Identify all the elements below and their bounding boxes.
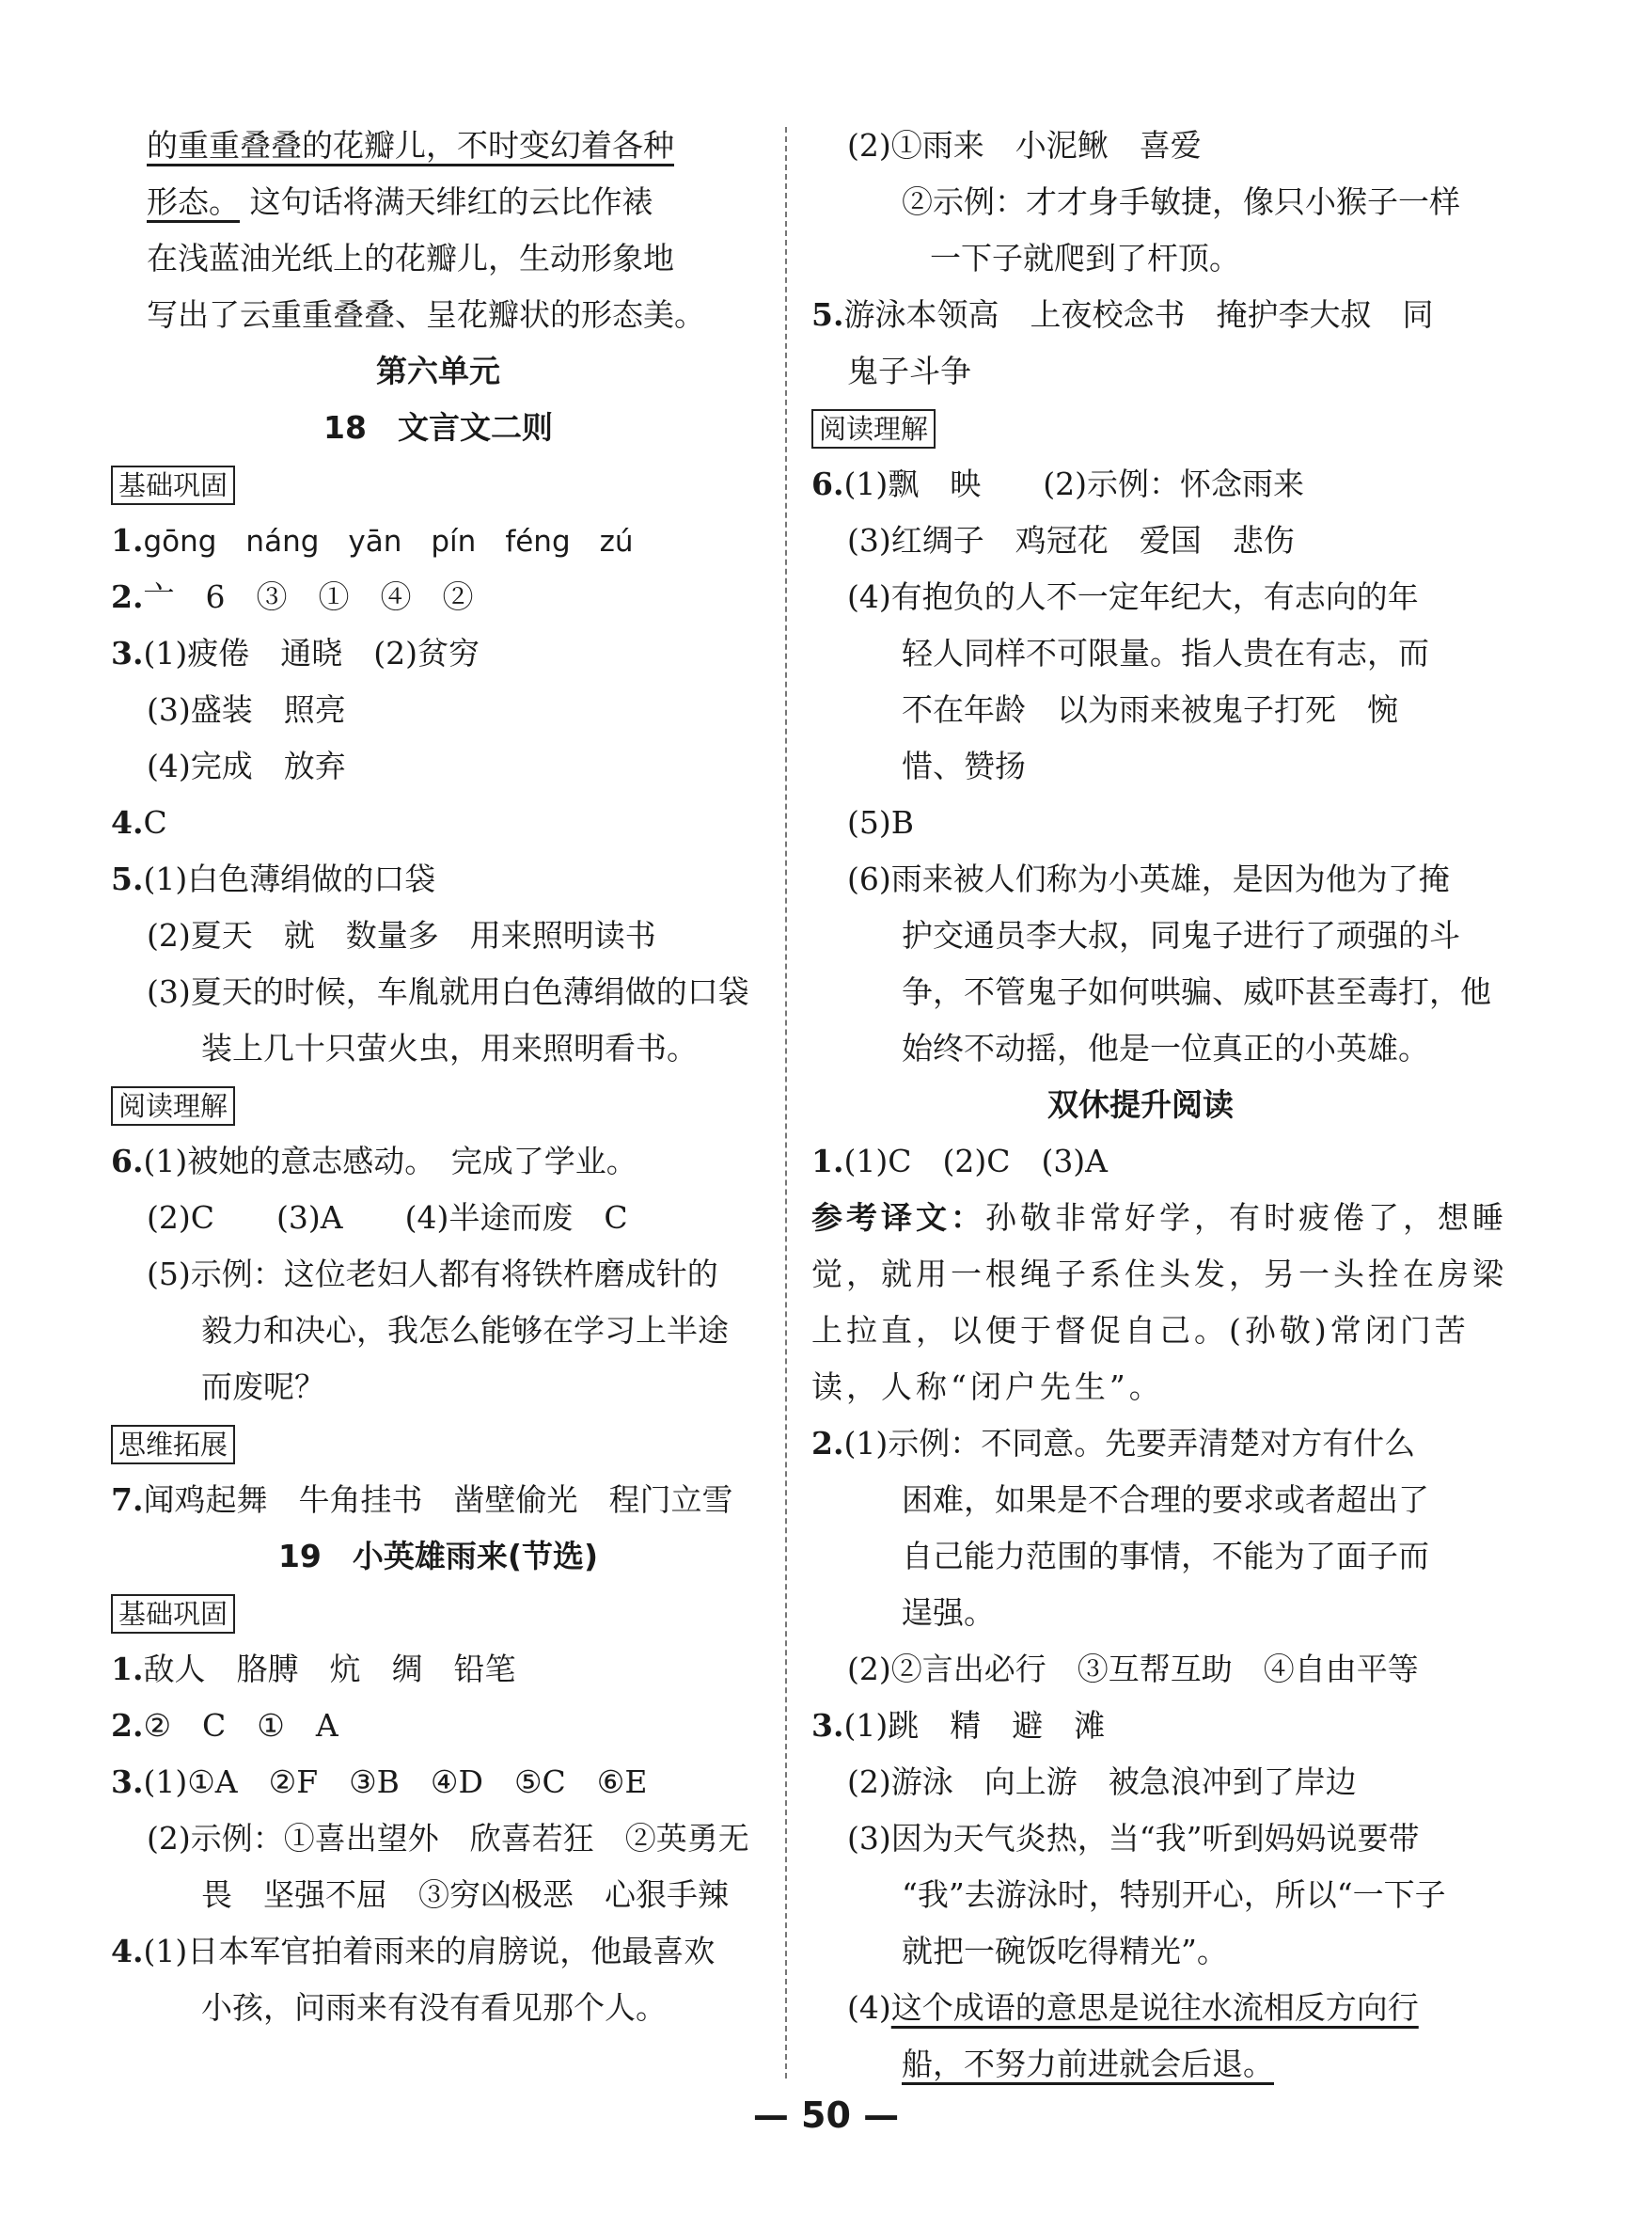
answer-text: 敌人 胳膊 炕 绸 铅笔 bbox=[143, 1651, 516, 1687]
reference-translation bbox=[811, 1190, 1507, 1246]
answer-3 bbox=[111, 625, 765, 682]
question-number: 1. bbox=[111, 1651, 144, 1687]
intro-line-3: 在浅蓝油光纸上的花瓣儿，生动形象地 bbox=[147, 240, 674, 277]
answer-6 bbox=[111, 1133, 765, 1190]
r-answer-6 bbox=[811, 456, 1470, 513]
reference-label: 参考译文： bbox=[811, 1199, 985, 1236]
answer-6-5-cont: 而废呢？ bbox=[201, 1368, 325, 1405]
section-tag-reading: 阅读理解 bbox=[811, 409, 936, 449]
answer-text: (1)飘 映 (2)示例：怀念雨来 bbox=[843, 466, 1304, 502]
page-number: — 50 — bbox=[752, 2094, 900, 2136]
r-answer-6-5: (5)B bbox=[847, 804, 914, 841]
section-header bbox=[111, 1415, 765, 1472]
r-answer-2-2-cont: 一下子就爬到了杆顶。 bbox=[930, 240, 1240, 277]
answer-3-4: (4)完成 放弃 bbox=[147, 748, 346, 784]
section-tag-basic: 基础巩固 bbox=[111, 466, 235, 505]
answer-5 bbox=[111, 851, 765, 908]
w-answer-2-cont: 自己能力范围的事情，不能为了面子而 bbox=[902, 1538, 1429, 1574]
answer-text: (1)日本军官拍着雨来的肩膀说，他最喜欢 bbox=[143, 1933, 716, 1969]
r-answer-6-6-cont: 争，不管鬼子如何哄骗、威吓甚至毒打，他 bbox=[902, 973, 1491, 1010]
section-tag-basic: 基础巩固 bbox=[111, 1594, 235, 1634]
l19-answer-3-2: (2)示例：①喜出望外 欣喜若狂 ②英勇无 bbox=[147, 1820, 749, 1857]
section-header bbox=[111, 1077, 765, 1133]
r-answer-6-4: (4)有抱负的人不一定年纪大，有志向的年 bbox=[847, 578, 1419, 615]
question-number: 2. bbox=[811, 1425, 844, 1462]
unit-title: 第六单元 bbox=[376, 353, 500, 389]
question-number: 1. bbox=[111, 522, 144, 559]
intro-line-4: 写出了云重重叠叠、呈花瓣状的形态美。 bbox=[147, 296, 705, 333]
section-tag-reading: 阅读理解 bbox=[111, 1086, 235, 1126]
reference-translation-cont: 觉，就用一根绳子系住头发，另一头拴在房梁 bbox=[811, 1256, 1507, 1292]
underlined-text: 这个成语的意思是说往水流相反方向行 bbox=[890, 1989, 1419, 2026]
r-answer-6-4-cont: 不在年龄 以为雨来被鬼子打死 惋 bbox=[902, 691, 1398, 728]
question-number: 3. bbox=[811, 1707, 844, 1744]
answer-4 bbox=[111, 795, 765, 851]
w-answer-3 bbox=[811, 1698, 1470, 1754]
sub-number: (4) bbox=[847, 1989, 891, 2026]
answer-text: (1)示例：不同意。先要弄清楚对方有什么 bbox=[843, 1425, 1416, 1462]
w-answer-3-3-cont: “我”去游泳时，特别开心，所以“一下子 bbox=[902, 1876, 1446, 1913]
section-header bbox=[111, 456, 765, 513]
underlined-text: 的重重叠叠的花瓣儿，不时变幻着各种 bbox=[147, 127, 674, 164]
answer-3-3: (3)盛装 照亮 bbox=[147, 691, 346, 728]
lesson-18-title: 18 文言文二则 bbox=[323, 409, 553, 446]
reference-translation-cont: 读，人称“闭户先生”。 bbox=[811, 1368, 1164, 1405]
l19-answer-1 bbox=[111, 1641, 765, 1698]
answer-5-3: (3)夏天的时候，车胤就用白色薄绢做的口袋 bbox=[147, 973, 749, 1010]
answer-5-3-cont: 装上几十只萤火虫，用来照明看书。 bbox=[201, 1030, 698, 1067]
w-answer-3-3-cont: 就把一碗饭吃得精光”。 bbox=[902, 1933, 1228, 1969]
reference-translation-cont: 上拉直，以便于督促自己。(孙敬)常闭门苦 bbox=[811, 1312, 1470, 1349]
l19-answer-4-cont: 小孩，问雨来有没有看见那个人。 bbox=[201, 1989, 667, 2026]
intro-text: 这句话将满天绯红的云比作裱 bbox=[240, 183, 653, 220]
question-number: 4. bbox=[111, 1933, 144, 1969]
w-answer-2-cont: 困难，如果是不合理的要求或者超出了 bbox=[902, 1481, 1429, 1518]
w-answer-2-2: (2)②言出必行 ③互帮互助 ④自由平等 bbox=[847, 1651, 1419, 1687]
question-number: 5. bbox=[111, 861, 144, 897]
r-answer-5-cont: 鬼子斗争 bbox=[847, 353, 971, 389]
l19-answer-3 bbox=[111, 1754, 765, 1810]
answer-7 bbox=[111, 1472, 765, 1528]
w-answer-3-3: (3)因为天气炎热，当“我”听到妈妈说要带 bbox=[847, 1820, 1420, 1857]
answer-text: 闻鸡起舞 牛角挂书 凿壁偷光 程门立雪 bbox=[143, 1481, 733, 1518]
section-header bbox=[811, 400, 1470, 456]
answer-text: (1)C (2)C (3)A bbox=[843, 1143, 1109, 1179]
l19-answer-2 bbox=[111, 1698, 765, 1754]
answer-text: C bbox=[143, 804, 167, 841]
answer-text: (1)被她的意志感动。 完成了学业。 bbox=[143, 1143, 637, 1179]
question-number: 2. bbox=[111, 578, 144, 615]
section-header bbox=[111, 1585, 765, 1641]
l19-answer-3-2-cont: 畏 坚强不屈 ③穷凶极恶 心狠手辣 bbox=[201, 1876, 729, 1913]
underlined-text: 形态。 bbox=[147, 183, 240, 220]
answer-2 bbox=[111, 569, 765, 625]
r-answer-5 bbox=[811, 287, 1470, 343]
answer-text: (1)①A ②F ③B ④D ⑤C ⑥E bbox=[143, 1763, 648, 1800]
question-number: 6. bbox=[811, 466, 844, 502]
answer-text: (1)跳 精 避 滩 bbox=[843, 1707, 1106, 1744]
underlined-text: 船，不努力前进就会后退。 bbox=[902, 2046, 1274, 2082]
r-answer-6-6-cont: 始终不动摇，他是一位真正的小英雄。 bbox=[902, 1030, 1429, 1067]
answer-6-5: (5)示例：这位老妇人都有将铁杵磨成针的 bbox=[147, 1256, 718, 1292]
intro-line-1 bbox=[111, 118, 765, 174]
question-number: 2. bbox=[111, 1707, 144, 1744]
w-answer-1 bbox=[811, 1133, 1470, 1190]
answer-5-2: (2)夏天 就 数量多 用来照明读书 bbox=[147, 917, 656, 954]
r-answer-6-4-cont: 惜、赞扬 bbox=[902, 748, 1026, 784]
left-column bbox=[111, 118, 765, 2036]
right-column bbox=[811, 118, 1507, 2093]
r-answer-2-2: ②示例：才才身手敏捷，像只小猴子一样 bbox=[902, 183, 1460, 220]
lesson-19-title: 19 小英雄雨来(节选) bbox=[277, 1538, 599, 1574]
question-number: 6. bbox=[111, 1143, 144, 1179]
r-answer-6-3: (3)红绸子 鸡冠花 爱国 悲伤 bbox=[847, 522, 1295, 559]
question-number: 1. bbox=[811, 1143, 844, 1179]
question-number: 7. bbox=[111, 1481, 144, 1518]
question-number: 4. bbox=[111, 804, 144, 841]
answer-6-2: (2)C (3)A (4)半途而废 C bbox=[147, 1199, 628, 1236]
answer-text: gōng náng yān pín féng zú bbox=[143, 525, 634, 559]
answer-text: (1)白色薄绢做的口袋 bbox=[143, 861, 436, 897]
answer-1 bbox=[111, 513, 765, 569]
answer-text: 亠 6 ③ ① ④ ② bbox=[143, 578, 474, 615]
answer-text: (1)疲倦 通晓 (2)贫穷 bbox=[143, 635, 480, 672]
question-number: 5. bbox=[811, 296, 844, 333]
reference-text: 孙敬非常好学，有时疲倦了，想睡 bbox=[985, 1199, 1507, 1236]
intro-line-2 bbox=[111, 174, 765, 230]
answer-text: 游泳本领高 上夜校念书 掩护李大叔 同 bbox=[843, 296, 1434, 333]
weekend-reading-title: 双休提升阅读 bbox=[1047, 1086, 1234, 1123]
question-number: 3. bbox=[111, 635, 144, 672]
column-divider bbox=[785, 127, 787, 2079]
l19-answer-4 bbox=[111, 1923, 765, 1980]
w-answer-3-4-cont bbox=[811, 2036, 1470, 2093]
w-answer-2-cont: 逞强。 bbox=[902, 1594, 995, 1631]
r-answer-6-6: (6)雨来被人们称为小英雄，是因为他为了掩 bbox=[847, 861, 1450, 897]
r-answer-6-6-cont: 护交通员李大叔，同鬼子进行了顽强的斗 bbox=[902, 917, 1460, 954]
w-answer-2 bbox=[811, 1415, 1470, 1472]
w-answer-3-2: (2)游泳 向上游 被急浪冲到了岸边 bbox=[847, 1763, 1357, 1800]
w-answer-3-4 bbox=[811, 1980, 1470, 2036]
answer-6-5-cont: 毅力和决心，我怎么能够在学习上半途 bbox=[201, 1312, 729, 1349]
question-number: 3. bbox=[111, 1763, 144, 1800]
section-tag-thinking: 思维拓展 bbox=[111, 1425, 235, 1464]
r-answer-6-4-cont: 轻人同样不可限量。指人贵在有志，而 bbox=[902, 635, 1429, 672]
r-answer-2: (2)①雨来 小泥鳅 喜爱 bbox=[847, 127, 1202, 164]
answer-text: ② C ① A bbox=[143, 1707, 338, 1744]
